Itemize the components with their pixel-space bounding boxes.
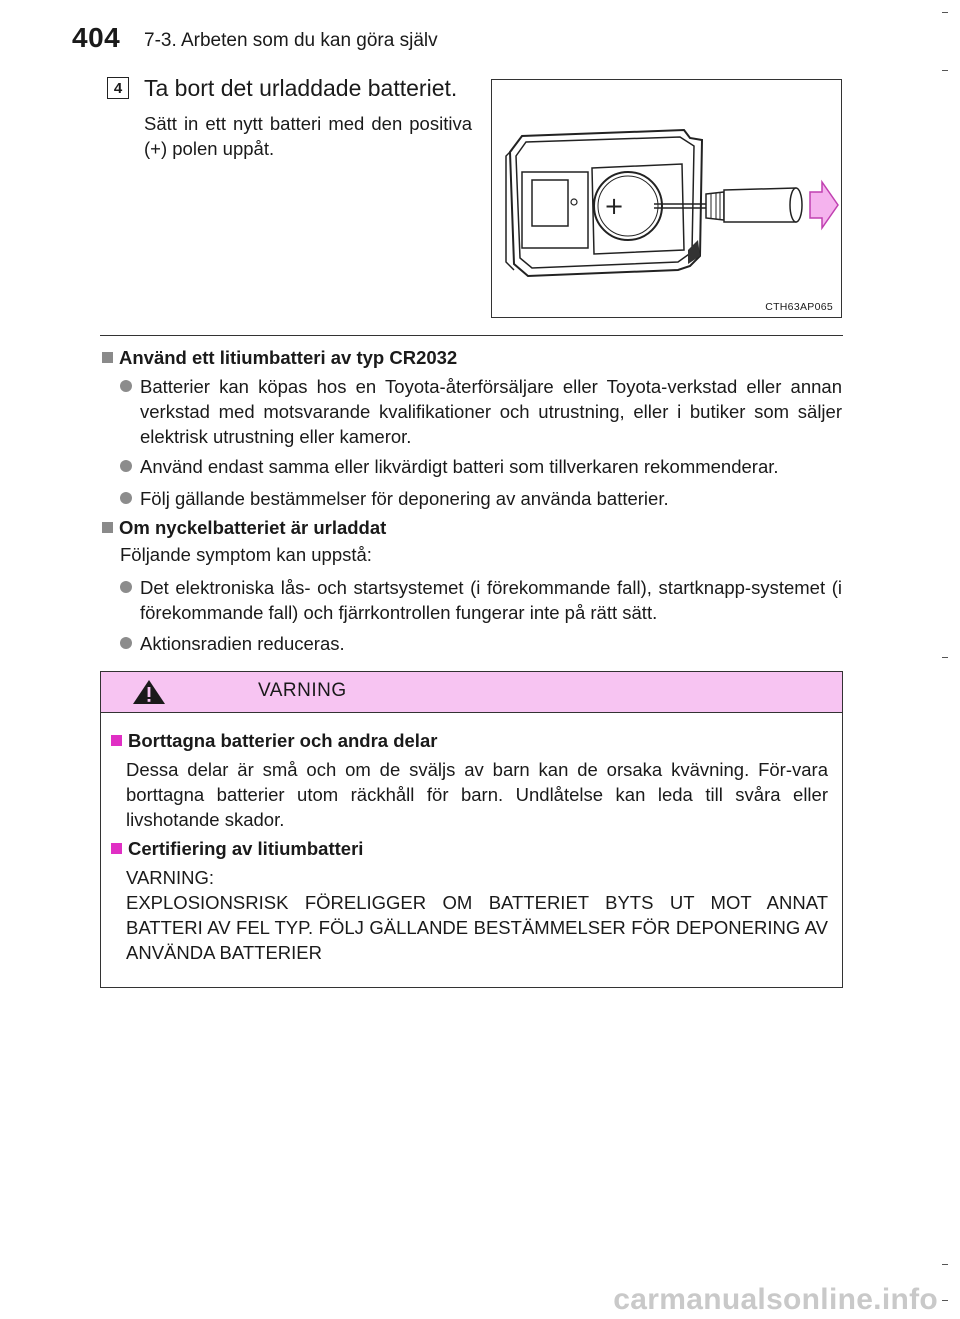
bullet-icon (120, 492, 132, 504)
section-title: 7-3. Arbeten som du kan göra själv (144, 30, 438, 51)
watermark: carmanualsonline.info (613, 1283, 938, 1316)
section-intro: Följande symptom kan uppstå: (120, 544, 372, 565)
section-heading-battery-type: Använd ett litiumbatteri av typ CR2032 (102, 347, 457, 369)
warning-subtitle: VARNING: (126, 867, 215, 888)
section-divider (100, 335, 843, 336)
bullet-icon (120, 581, 132, 593)
bullet-icon (120, 637, 132, 649)
section-heading-key-battery: Om nyckelbatteriet är urladdat (102, 517, 386, 539)
bullet-icon (120, 380, 132, 392)
key-fob-battery-icon (492, 80, 840, 316)
warning-text: Dessa delar är små och om de sväljs av barn kan de orsaka kvävning. För-vara borttagna batterier utom räckhåll för barn. Undlåtelse kan leda till svåra eller livshotande skador. (126, 759, 828, 830)
square-bullet-icon (111, 843, 122, 854)
warning-box (100, 671, 843, 988)
warning-triangle-icon (117, 678, 257, 706)
step-title: Ta bort det urladdade batteriet. (144, 75, 458, 101)
square-bullet-icon (102, 352, 113, 363)
list-item: Använd endast samma eller likvärdigt batteri som tillverkaren rekommenderar. (120, 454, 842, 479)
square-bullet-icon (102, 522, 113, 533)
battery-illustration (491, 79, 842, 318)
list-item: Aktionsradien reduceras. (120, 631, 842, 656)
list-item: Batterier kan köpas hos en Toyota-återförsäljare eller Toyota-verkstad eller annan verkstad med motsvarande kvalifikationer och utrustning, eller i butiker som säljer elektrisk utrustning eller kameror. (120, 374, 842, 449)
warning-heading-removed-parts: Borttagna batterier och andra delar (111, 730, 437, 752)
step-number-badge: 4 (107, 77, 129, 99)
step-description: Sätt in ett nytt batteri med den positiva (+) polen uppåt. (144, 113, 472, 159)
list-item: Det elektroniska lås- och startsystemet (i förekommande fall), startknapp-systemet (i förekommande fall) och fjärrkontrollen fungerar inte på rätt sätt. (120, 575, 842, 625)
page-number: 404 (72, 22, 121, 53)
bullet-icon (120, 460, 132, 472)
warning-label: VARNING (258, 680, 347, 701)
figure-code: CTH63AP065 (765, 301, 833, 313)
square-bullet-icon (111, 735, 122, 746)
warning-heading-certification: Certifiering av litiumbatteri (111, 838, 363, 860)
list-item: Följ gällande bestämmelser för deponering av använda batterier. (120, 486, 842, 511)
plus-symbol: + (604, 192, 625, 220)
warning-text: EXPLOSIONSRISK FÖRELIGGER OM BATTERIET BYTS UT MOT ANNAT BATTERI AV FEL TYP. FÖLJ GÄLLANDE BESTÄMMELSER FÖR DEPONERING AV ANVÄNDA BATTERIER (126, 892, 828, 963)
warning-header (101, 672, 842, 713)
